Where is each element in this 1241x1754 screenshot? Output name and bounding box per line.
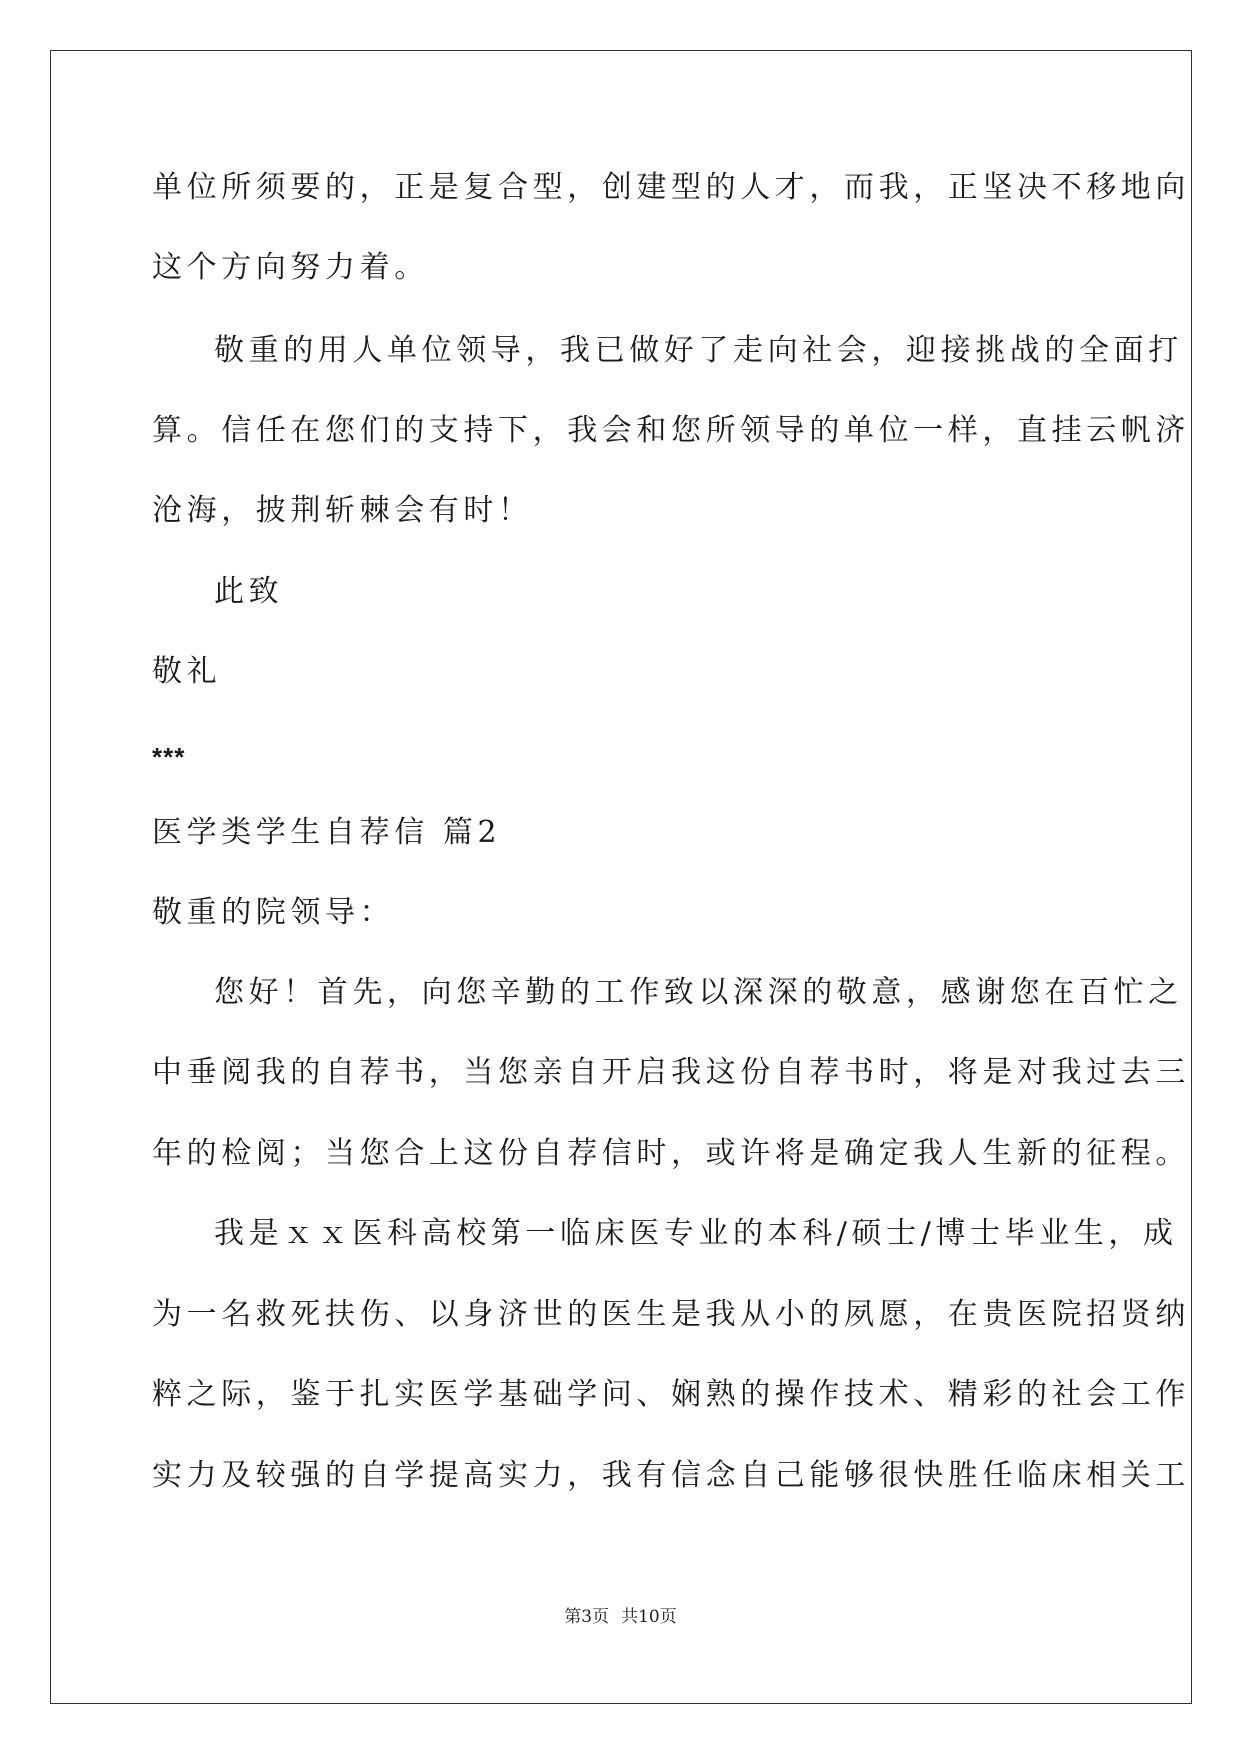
text-line: 沧海，披荆斩棘会有时！ — [152, 493, 533, 528]
page-total: 共10页 — [621, 1607, 677, 1627]
text-line: 为一名救死扶伤、以身济世的医生是我从小的夙愿，在贵医院招贤纳 — [152, 1297, 1190, 1332]
text-line: 实力及较强的自学提高实力，我有信念自己能够很快胜任临床相关工 — [152, 1458, 1190, 1493]
text-line: 这个方向努力着。 — [152, 250, 429, 285]
text-line: 单位所须要的，正是复合型，创建型的人才，而我，正坚决不移地向 — [152, 170, 1190, 205]
closing-regards: 敬礼 — [152, 654, 222, 689]
page-number: 第3页 — [564, 1607, 610, 1627]
text-line: 敬重的用人单位领导，我已做好了走向社会，迎接挑战的全面打 — [214, 333, 1183, 368]
page-footer — [0, 1605, 1241, 1629]
text-line: 算。信任在您们的支持下，我会和您所领导的单位一样，直挂云帆济 — [152, 413, 1190, 448]
text-line: 您好！首先，向您辛勤的工作致以深深的敬意，感谢您在百忙之 — [214, 975, 1183, 1010]
section-heading: 医学类学生自荐信 篇2 — [152, 815, 502, 850]
text-line: 粹之际，鉴于扎实医学基础学问、娴熟的操作技术、精彩的社会工作 — [152, 1377, 1190, 1412]
signature-placeholder: *** — [152, 742, 186, 772]
text-line: 中垂阅我的自荐书，当您亲自开启我这份自荐书时，将是对我过去三 — [152, 1055, 1190, 1090]
text-line: 年的检阅；当您合上这份自荐信时，或许将是确定我人生新的征程。 — [152, 1136, 1190, 1171]
letter-greeting: 敬重的院领导： — [152, 895, 395, 930]
closing-salutation: 此致 — [214, 574, 284, 609]
text-line: 我是ｘｘ医科高校第一临床医专业的本科/硕士/博士毕业生，成 — [214, 1216, 1178, 1251]
